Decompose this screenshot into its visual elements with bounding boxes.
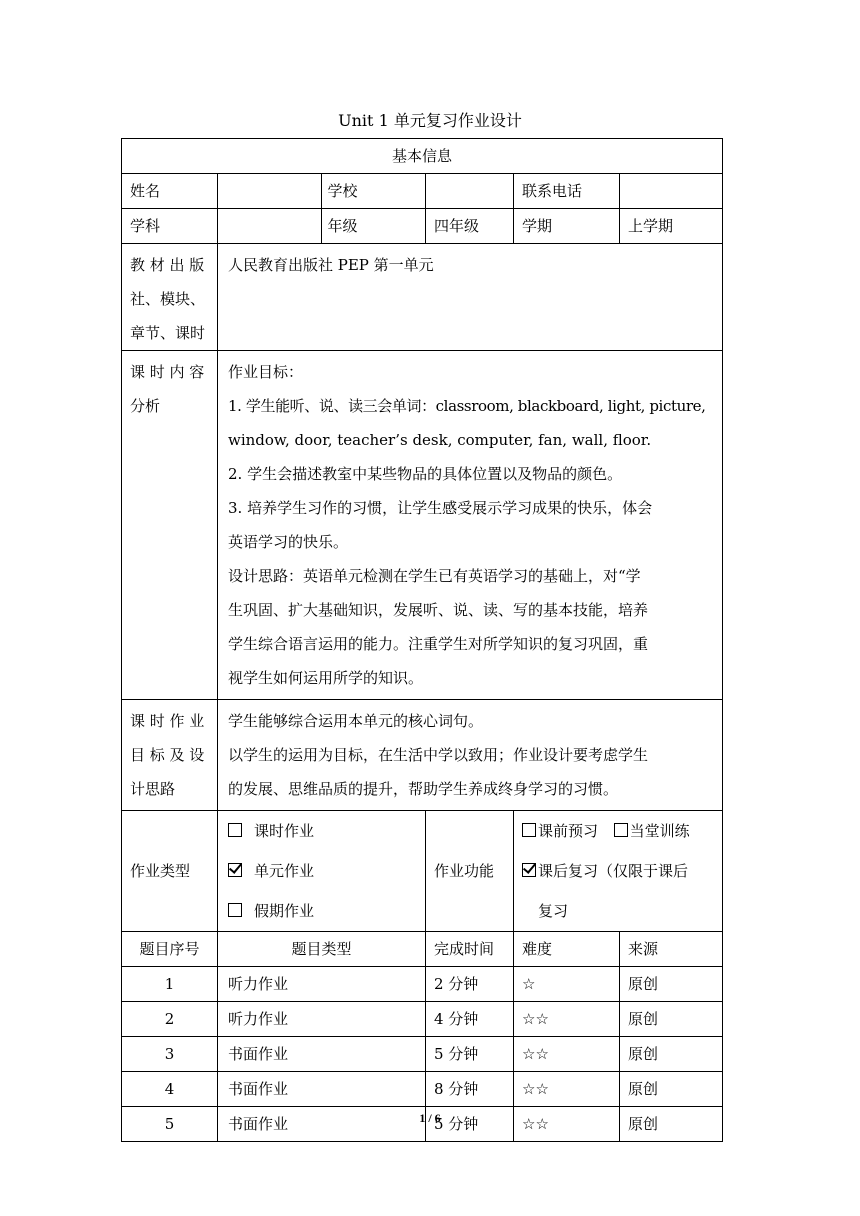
textbook-value xyxy=(218,244,723,351)
textbook-label-line: 章节、课时 xyxy=(130,324,206,342)
function-class-label: 当堂训练 xyxy=(629,822,690,840)
goals-line: 学生能够综合运用本单元的核心词句。 xyxy=(228,712,484,730)
name-field[interactable] xyxy=(218,174,321,208)
document-title: Unit 1 单元复习作业设计 xyxy=(338,111,522,130)
cell-source: 原创 xyxy=(620,1107,723,1142)
function-review-continued: 复习 xyxy=(538,902,569,920)
page-number: 1 / 6 xyxy=(419,1111,441,1125)
cell-type: 听力作业 xyxy=(218,967,426,1002)
goals-label-line: 计思路 xyxy=(130,780,176,798)
cell-number: 2 xyxy=(122,1002,218,1037)
col-header-number: 题目序号 xyxy=(122,932,218,967)
table-row xyxy=(122,1072,723,1107)
cell-number: 1 xyxy=(122,967,218,1002)
cell-number: 3 xyxy=(122,1037,218,1072)
cell-difficulty: ☆☆ xyxy=(514,1107,620,1142)
option-holiday-homework[interactable] xyxy=(228,891,425,931)
cell-time: 2 分钟 xyxy=(426,967,514,1002)
grade-value: 四年级 xyxy=(426,209,514,244)
textbook-label-line: 社、模块、 xyxy=(130,290,206,308)
analysis-line: 英语学习的快乐。 xyxy=(228,533,349,551)
phone-label: 联系电话 xyxy=(514,174,620,209)
textbook-value-text: 人民教育出版社 PEP 第一单元 xyxy=(228,256,434,274)
cell-source: 原创 xyxy=(620,967,723,1002)
cell-type: 书面作业 xyxy=(218,1037,426,1072)
goals-label-line: 目 标 及 设 xyxy=(130,746,205,764)
hw-function-options xyxy=(514,811,723,932)
subject-label: 学科 xyxy=(122,209,218,244)
checkbox-icon[interactable] xyxy=(522,823,536,837)
checkbox-icon[interactable] xyxy=(228,823,242,837)
cell-difficulty: ☆☆ xyxy=(514,1002,620,1037)
function-line-2 xyxy=(522,851,722,891)
checkbox-checked-icon[interactable] xyxy=(522,863,536,877)
goals-line: 的发展、思维品质的提升，帮助学生养成终身学习的习惯。 xyxy=(228,780,619,798)
name-row xyxy=(122,174,723,209)
subject-field[interactable] xyxy=(218,209,321,243)
table-row xyxy=(122,967,723,1002)
cell-time: 5 分钟 xyxy=(426,1037,514,1072)
table-row xyxy=(122,1037,723,1072)
cell-time: 5 分钟 xyxy=(426,1107,514,1142)
cell-time: 4 分钟 xyxy=(426,1002,514,1037)
homework-design-form xyxy=(121,138,723,1142)
subject-row xyxy=(122,209,723,244)
option-label: 课时作业 xyxy=(254,822,315,840)
school-field[interactable] xyxy=(426,174,514,209)
goals-line: 以学生的运用为目标，在生活中学以致用；作业设计要考虑学生 xyxy=(228,746,649,764)
checkbox-checked-icon[interactable] xyxy=(228,863,242,877)
analysis-label-line: 分析 xyxy=(130,397,161,415)
cell-number: 5 xyxy=(122,1107,218,1142)
goals-label xyxy=(122,700,218,811)
basic-info-header-row xyxy=(122,139,723,174)
cell-type: 听力作业 xyxy=(218,1002,426,1037)
option-lesson-homework[interactable] xyxy=(228,811,425,851)
table-row xyxy=(122,1002,723,1037)
analysis-line: 设计思路：英语单元检测在学生已有英语学习的基础上，对“学 xyxy=(228,567,641,585)
goals-label-line: 课 时 作 业 xyxy=(130,712,205,730)
hw-type-options xyxy=(218,811,426,932)
hw-type-label: 作业类型 xyxy=(122,811,218,932)
option-label: 单元作业 xyxy=(254,862,315,880)
goals-row xyxy=(122,700,723,811)
analysis-line: 视学生如何运用所学的知识。 xyxy=(228,669,424,687)
textbook-label xyxy=(122,244,218,351)
analysis-line: window, door, teacher’s desk, computer, fan, wall, floor. xyxy=(228,431,652,449)
col-header-time: 完成时间 xyxy=(426,932,514,967)
textbook-row xyxy=(122,244,723,351)
analysis-row xyxy=(122,351,723,700)
hw-type-row xyxy=(122,811,723,932)
cell-type: 书面作业 xyxy=(218,1107,426,1142)
term-label: 学期 xyxy=(514,209,620,244)
option-unit-homework[interactable] xyxy=(228,851,425,891)
function-review-label: 课后复习（仅限于课后 xyxy=(538,862,689,880)
grade-label: 年级 xyxy=(327,217,358,235)
analysis-line: 学生综合语言运用的能力。注重学生对所学知识的复习巩固，重 xyxy=(228,635,649,653)
checkbox-icon[interactable] xyxy=(614,823,628,837)
cell-difficulty: ☆☆ xyxy=(514,1037,620,1072)
goals-content xyxy=(218,700,723,811)
analysis-line: 2. 学生会描述教室中某些物品的具体位置以及物品的颜色。 xyxy=(228,465,623,483)
cell-source: 原创 xyxy=(620,1037,723,1072)
term-value: 上学期 xyxy=(620,209,723,244)
cell-time: 8 分钟 xyxy=(426,1072,514,1107)
cell-difficulty: ☆ xyxy=(514,967,620,1002)
col-header-source: 来源 xyxy=(620,932,723,967)
function-preview-label: 课前预习 xyxy=(538,822,599,840)
cell-difficulty: ☆☆ xyxy=(514,1072,620,1107)
function-line-1 xyxy=(522,811,722,851)
cell-number: 4 xyxy=(122,1072,218,1107)
phone-field[interactable] xyxy=(620,174,723,209)
name-label: 姓名 xyxy=(122,174,218,209)
cell-source: 原创 xyxy=(620,1072,723,1107)
col-header-type: 题目类型 xyxy=(218,932,426,967)
hw-function-label: 作业功能 xyxy=(426,811,514,932)
basic-info-header: 基本信息 xyxy=(122,139,723,174)
analysis-label-line: 课 时 内 容 xyxy=(130,363,205,381)
cell-type: 书面作业 xyxy=(218,1072,426,1107)
analysis-content xyxy=(218,351,723,700)
col-header-difficulty: 难度 xyxy=(514,932,620,967)
analysis-line: 3. 培养学生习作的习惯，让学生感受展示学习成果的快乐，体会 xyxy=(228,499,653,517)
cell-source: 原创 xyxy=(620,1002,723,1037)
school-label: 学校 xyxy=(327,182,358,200)
analysis-line: 1. 学生能听、说、读三会单词：classroom, blackboard, light, picture, xyxy=(228,397,706,415)
checkbox-icon[interactable] xyxy=(228,903,242,917)
textbook-label-line: 教 材 出 版 xyxy=(130,256,205,274)
option-label: 假期作业 xyxy=(254,902,315,920)
analysis-label xyxy=(122,351,218,700)
analysis-line: 生巩固、扩大基础知识，发展听、说、读、写的基本技能，培养 xyxy=(228,601,649,619)
task-header-row xyxy=(122,932,723,967)
analysis-line: 作业目标： xyxy=(228,363,304,381)
